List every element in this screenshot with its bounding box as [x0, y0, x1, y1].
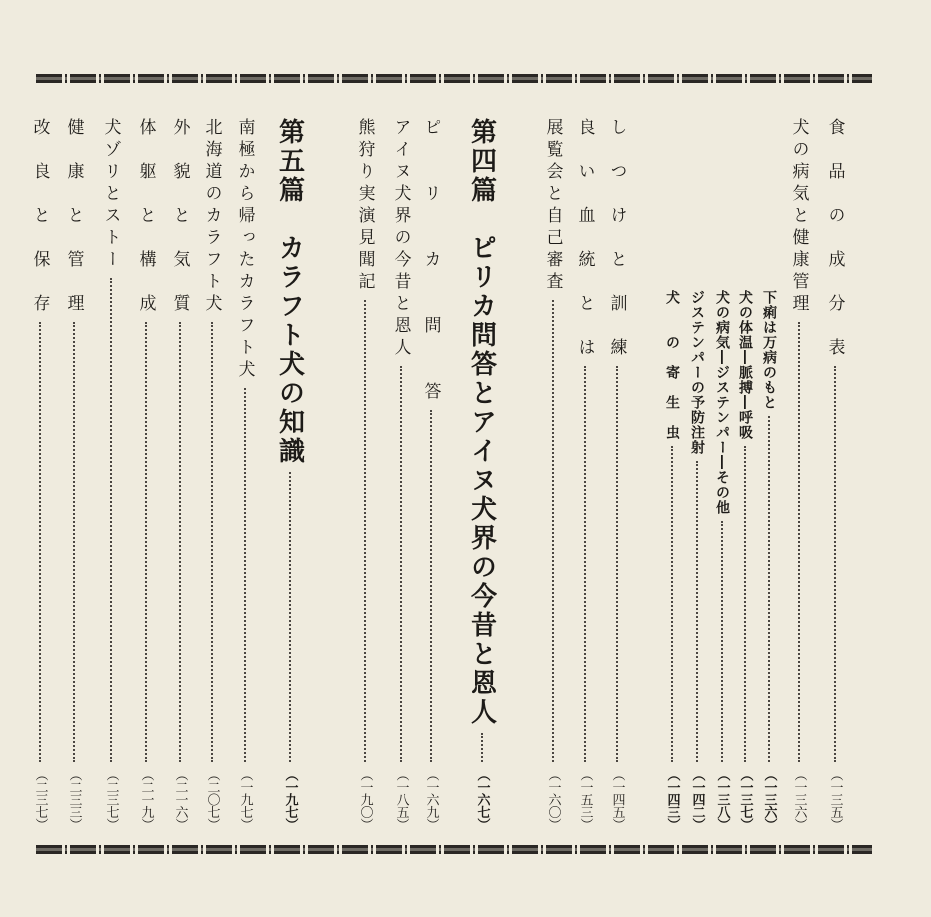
toc-entry	[572, 118, 598, 830]
dot-leader	[400, 366, 402, 762]
entry-title: し つ け と 訓 練	[606, 118, 627, 360]
page-number: （二三七）	[32, 767, 48, 830]
page-number: （二一六）	[172, 767, 188, 830]
entry-title: ジステンパーの予防注射	[689, 290, 705, 455]
toc-entry	[133, 118, 159, 830]
toc-part-heading	[464, 118, 500, 830]
page-number: （一四二）	[689, 767, 705, 830]
entry-title: 犬ゾリとストー	[100, 118, 121, 272]
dot-leader	[481, 733, 483, 762]
page-number: （一三八）	[714, 767, 730, 830]
page-number: （一九七）	[237, 767, 253, 830]
dot-leader	[721, 521, 723, 762]
entry-title: 犬 の 寄 生 虫	[664, 290, 680, 440]
page-number: （一九〇）	[357, 767, 373, 830]
toc-entry	[388, 118, 414, 830]
page-number: （二三七）	[103, 767, 119, 830]
top-dashed-rule	[36, 74, 872, 83]
entry-title: 良 い 血 統 と は	[574, 118, 595, 360]
page-number: （二一九）	[138, 767, 154, 830]
toc-entry	[822, 118, 848, 830]
entry-title: 犬の病気と健康管理	[788, 118, 809, 316]
dot-leader	[552, 300, 554, 762]
dot-leader	[39, 322, 41, 762]
dot-leader	[211, 322, 213, 762]
dot-leader	[430, 410, 432, 762]
entry-title: 体 躯 と 構 成	[135, 118, 156, 316]
page-number: （一四三）	[664, 767, 680, 830]
toc-entry	[352, 118, 378, 830]
entry-title: 展覧会と自己審査	[542, 118, 563, 294]
toc-part-heading	[272, 118, 308, 830]
page-number: （一六〇）	[545, 767, 561, 830]
dot-leader	[289, 472, 291, 762]
page-number: （一三六）	[761, 767, 777, 830]
page-number: （一三七）	[737, 767, 753, 830]
toc-entry	[232, 118, 258, 830]
dot-leader	[244, 388, 246, 762]
dot-leader	[798, 322, 800, 762]
dot-leader	[73, 322, 75, 762]
entry-title: 第五篇 カラフト犬の知識	[274, 118, 305, 466]
page-number: （一三五）	[827, 767, 843, 830]
entry-title: 北海道のカラフト犬	[201, 118, 222, 316]
toc-entry	[27, 118, 53, 830]
toc-subentry	[758, 290, 780, 830]
bottom-dashed-rule	[36, 845, 872, 854]
page-number: （一四五）	[609, 767, 625, 830]
page-number: （一五三）	[577, 767, 593, 830]
toc-entry	[418, 118, 444, 830]
entry-title: 改 良 と 保 存	[29, 118, 50, 316]
page-number: （一六七）	[474, 767, 490, 830]
toc-subentry	[661, 290, 683, 830]
dot-leader	[768, 416, 770, 762]
dot-leader	[145, 322, 147, 762]
page-number: （二〇七）	[204, 767, 220, 830]
dot-leader	[110, 278, 112, 762]
dot-leader	[834, 366, 836, 762]
page-number: （一八五）	[393, 767, 409, 830]
entry-title: 犬の体温―脈搏―呼吸	[737, 290, 753, 440]
dot-leader	[616, 366, 618, 762]
toc-entry	[786, 118, 812, 830]
entry-title: アイヌ犬界の今昔と恩人	[390, 118, 411, 360]
dot-leader	[179, 322, 181, 762]
entry-title: 食 品 の 成 分 表	[824, 118, 845, 360]
page-number: （二三三）	[66, 767, 82, 830]
toc-entry	[61, 118, 87, 830]
toc-entry	[604, 118, 630, 830]
toc-subentry	[734, 290, 756, 830]
toc-subentry	[711, 290, 733, 830]
page-number: （一三六）	[791, 767, 807, 830]
toc-entry	[540, 118, 566, 830]
entry-title: 下痢は万病のもと	[761, 290, 777, 410]
page-number: （一六九）	[423, 767, 439, 830]
dot-leader	[696, 461, 698, 762]
entry-title: 熊狩り実演見聞記	[354, 118, 375, 294]
entry-title: 第四篇 ピリカ問答とアイヌ犬界の今昔と恩人	[466, 118, 497, 727]
dot-leader	[584, 366, 586, 762]
dot-leader	[744, 446, 746, 762]
entry-title: 健 康 と 管 理	[63, 118, 84, 316]
dot-leader	[364, 300, 366, 762]
entry-title: ピ リ カ 問 答	[420, 118, 441, 404]
entry-title: 外 貌 と 気 質	[169, 118, 190, 316]
entry-title: 南極から帰ったカラフト犬	[234, 118, 255, 382]
toc-entry	[199, 118, 225, 830]
entry-title: 犬の病気―ジステンパー―その他	[714, 290, 730, 515]
toc-entry	[167, 118, 193, 830]
toc-entry	[98, 118, 124, 830]
dot-leader	[671, 446, 673, 762]
page-number: （一九七）	[282, 767, 298, 830]
toc-subentry	[686, 290, 708, 830]
